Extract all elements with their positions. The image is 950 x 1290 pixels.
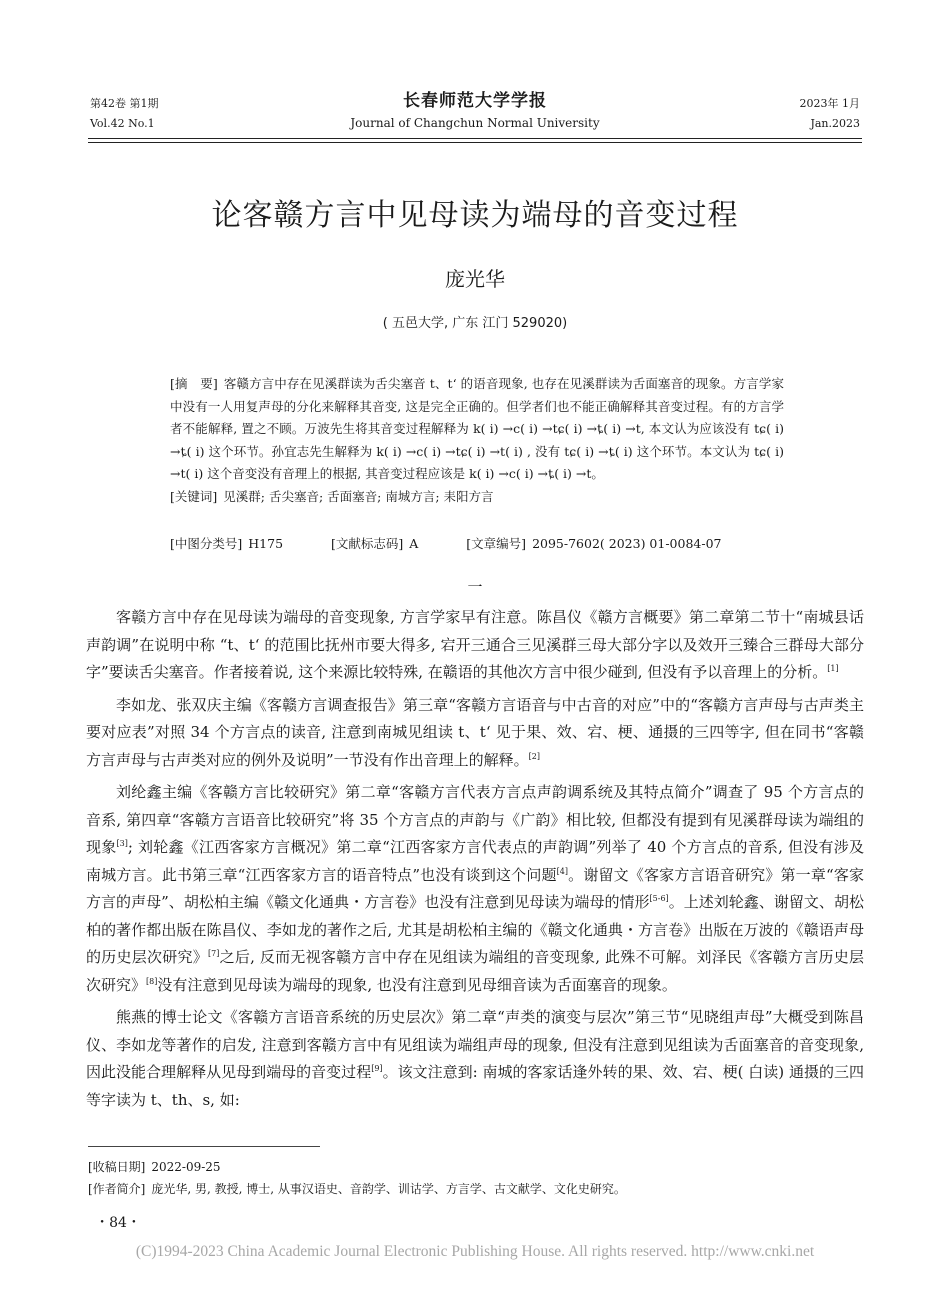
clc-label: [中图分类号]: [170, 536, 243, 551]
footnotes: [88, 1156, 864, 1200]
abstract-block: [170, 373, 784, 508]
keywords-line: [170, 486, 784, 509]
footnote-rule: [88, 1146, 320, 1147]
header-rule-thin: [88, 142, 862, 143]
author-bio-note: [88, 1178, 864, 1200]
received-date: 2022-09-25: [151, 1160, 221, 1174]
citation-ref[interactable]: [5-6]: [649, 894, 669, 903]
section-heading: 一: [467, 578, 483, 596]
received-date-note: [88, 1156, 864, 1178]
body-paragraph-4: 熊燕的博士论文《客赣方言语音系统的历史层次》第二章“声类的演变与层次”第三节“见晓组声母”大概受到陈昌仪、李如龙等著作的启发, 注意到客赣方言中有见组读为端组声母的现象, 但没有注意到见组读为舌面塞音的音变现象, 因此没能合理解释从见母到端母的音变过程[9]。该文注意到: 南城的客家话逢外转的果、效、宕、梗( 白读) 通摄的三四等字读为 t、th、s, 如:: [86, 1008, 864, 1109]
article-author: 庞光华: [445, 267, 505, 291]
keywords-label: [关键词]: [170, 488, 218, 504]
article-title: 论客赣方言中见母读为端母的音变过程: [211, 198, 739, 233]
clc-value: H175: [248, 536, 284, 551]
citation-ref[interactable]: [8]: [146, 976, 158, 986]
volume-issue-cn: 第42卷 第1期: [90, 97, 159, 110]
body-paragraph-2: 李如龙、张双庆主编《客赣方言调查报告》第三章“客赣方言语音与中古音的对应”中的“客赣方言声母与古声类主要对应表”对照 34 个方言点的读音, 注意到南城见组读 t、tʻ 见于果、效、宕、梗、通摄的三四等字, 但在同书“客赣方言声母与古声类对应的例外及说明”一节没有作出音理上的解释。[2]: [86, 695, 864, 769]
body-paragraph-1: 客赣方言中存在见母读为端母的音变现象, 方言学家早有注意。陈昌仪《赣方言概要》第二章第二节十“南城县话声韵调”在说明中称 “t、tʻ 的范围比抚州市要大得多, 宕开三通合三见溪群三母大部分字以及效开三臻合三群母大部分字”要读舌尖塞音。作者接着说, 这个来源比较特殊, 在赣语的其他次方言中很少碰到, 但没有予以音理上的分析。[1]: [86, 608, 864, 681]
volume-issue-en: Vol.42 No.1: [90, 117, 155, 130]
citation-ref[interactable]: [4]: [556, 866, 569, 876]
keywords-text: 见溪群; 舌尖塞音; 舌面塞音; 南城方言; 耒阳方言: [223, 488, 494, 504]
abstract-paragraph: [170, 373, 784, 486]
classification-row: [170, 533, 784, 556]
bio-label: [作者简介]: [88, 1182, 146, 1196]
abstract-label: [摘 要]: [170, 376, 218, 391]
citation-ref[interactable]: [3]: [116, 839, 128, 848]
journal-name-en: Journal of Changchun Normal University: [350, 116, 600, 130]
doc-code-value: A: [409, 536, 419, 551]
body-text: [86, 604, 864, 1119]
citation-ref[interactable]: [2]: [528, 751, 541, 761]
author-bio: 庞光华, 男, 教授, 博士, 从事汉语史、音韵学、训诂学、方言学、古文献学、文化史研究。: [151, 1182, 626, 1196]
citation-ref[interactable]: [7]: [207, 949, 220, 958]
copyright-watermark: (C)1994-2023 China Academic Journal Electronic Publishing House. All rights reserved. http://www.cnki.net: [135, 1243, 815, 1260]
article-affiliation: ( 五邑大学, 广东 江门 529020): [382, 316, 568, 331]
article-no-label: [文章编号]: [466, 536, 527, 551]
doc-code-label: [文献标志码]: [331, 536, 404, 551]
citation-ref[interactable]: [9]: [371, 1064, 383, 1073]
date-en: Jan.2023: [810, 117, 860, 130]
citation-ref[interactable]: [1]: [827, 664, 839, 673]
body-paragraph-3: 刘纶鑫主编《客赣方言比较研究》第二章“客赣方言代表方言点声韵调系统及其特点简介”调查了 95 个方言点的音系, 第四章“客赣方言语音比较研究”将 35 个方言点的声韵与《广韵》相比较, 但都没有提到有见溪群母读为端组的现象[3]; 刘轮鑫《江西客家方言概况》第二章“江西客家方言代表点的声韵调”列举了 40 个方言点的音系, 但没有涉及南城方言。此书第三章“江西客家方言的语音特点”也没有谈到这个问题[4]。谢留文《客家方言语音研究》第一章“客家方言的声母”、胡松柏主编《赣文化通典・方言卷》也没有注意到见母读为端母的情形[5-6]。上述刘轮鑫、谢留文、胡松柏的著作都出版在陈昌仪、李如龙的著作之后, 尤其是胡松柏主编的《赣文化通典・方言卷》出版在万波的《赣语声母的历史层次研究》[7]之后, 反而无视客赣方言中存在见组读为端组的音变现象, 此殊不可解。刘泽民《客赣方言历史层次研究》[8]没有注意到见母读为端母的现象, 也没有注意到见母细音读为舌面塞音的现象。: [86, 783, 865, 994]
header-rule-thick: [88, 138, 862, 139]
abstract-text: 客赣方言中存在见溪群读为舌尖塞音 t、tʻ 的语音现象, 也存在见溪群读为舌面塞音的现象。方言学家中没有一人用复声母的分化来解释其音变, 这是完全正确的。但学者们也不能正确解释其音变过程。有的方言学者不能解释, 置之不顾。万波先生将其音变过程解释为 k( i) →c( i) →tɕ( i) →ȶ( i) →t, 本文认为应该没有 tɕ( i) →ȶ( i) 这个环节。孙宜志先生解释为 k( i) →c( i) →tɕ( i) →t( i) , 没有 tɕ( i) →ȶ( i) 这个环节。本文认为 tɕ( i) →t( i) 这个音变没有音理上的根据, 其音变过程应该是 k( i) →c( i) →ȶ( i) →t。: [170, 376, 784, 481]
header-date: [800, 94, 861, 134]
page-number: ・84・: [95, 1215, 141, 1231]
journal-name-cn: 长春师范大学学报: [403, 91, 547, 111]
received-label: [收稿日期]: [88, 1160, 146, 1174]
article-no-value: 2095-7602( 2023) 01-0084-07: [532, 536, 722, 551]
date-cn: 2023年 1月: [799, 97, 860, 110]
